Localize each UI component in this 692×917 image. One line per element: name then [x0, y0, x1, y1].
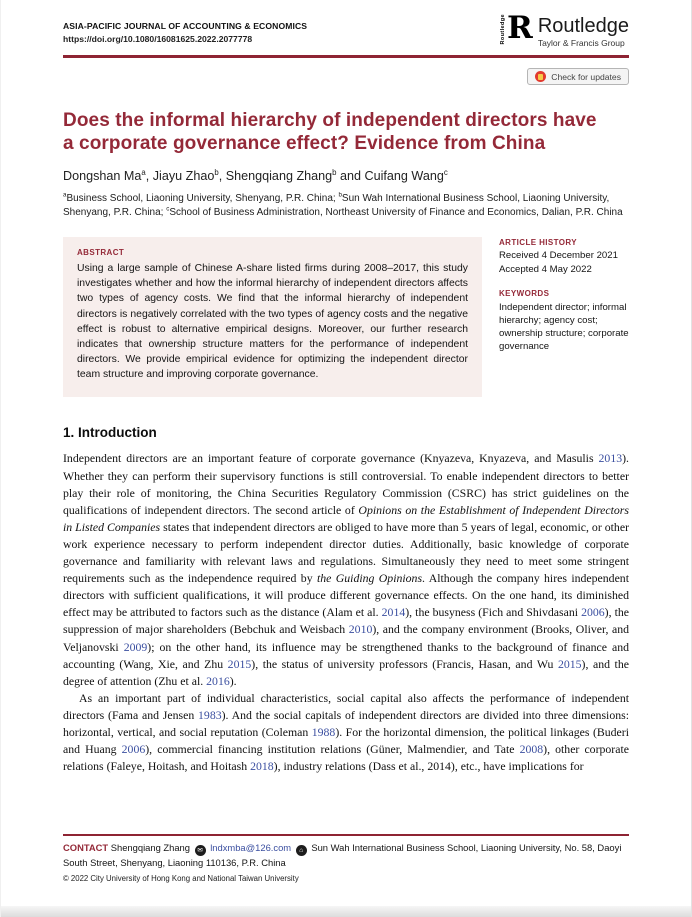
keywords-text: Independent director; informal hierarchy; agency cost; ownership structure; corporate governance	[499, 301, 629, 353]
journal-info	[63, 14, 307, 46]
journal-name: ASIA-PACIFIC JOURNAL OF ACCOUNTING & ECONOMICS	[63, 21, 308, 31]
citation-year-link[interactable]: 2006	[121, 742, 146, 757]
header-rule	[63, 55, 629, 58]
publisher-tagline: Taylor & Francis Group	[537, 38, 625, 48]
keywords-block	[499, 288, 629, 353]
section-heading-introduction: 1. Introduction	[63, 425, 157, 441]
publisher-wordmark	[538, 14, 629, 48]
citation-year-link[interactable]: 2009	[123, 639, 148, 654]
abstract-text: Using a large sample of Chinese A-share listed firms during 2008–2017, this study investigates whether and how the informal hierarchy of independent directors affects two types of agency costs. We find that the informal hierarchy of independent directors is negatively correlated with the two types of agency costs and the negative effect is robust to alternative empirical designs. Moreover, our further research indicates that ownership structure matters for the performance of independent directors. We provide empirical evidence for optimizing the independent director team structure and improving corporate governance.	[77, 262, 468, 381]
page-bottom-edge	[1, 906, 691, 917]
citation-year-link[interactable]: 2016	[206, 673, 230, 688]
received-date: Received 4 December 2021	[499, 250, 618, 261]
introduction-body	[63, 450, 629, 775]
abstract-heading: ABSTRACT	[77, 247, 125, 257]
routledge-r-glyph: R	[507, 10, 533, 46]
article-title-line2: a corporate governance effect? Evidence from China	[63, 132, 546, 154]
intro-paragraph-2: As an important part of individual characteristics, social capital also affects the performance of independent directors (Fama and Jensen 1983). And the social capitals of independent directors are divided into three dimensions: horizontal, vertical, and social reputation (Coleman 1988). For the horizontal dimension, the political linkages (Buderi and Huang 2006), commercial financing institution relations (Güner, Malmendier, and Tate 2008), other corporate relations (Faleye, Hoitash, and Hoitash 2018), industry relations (Dass et al., 2014), etc., have implications for	[63, 690, 629, 774]
article-title	[63, 110, 629, 156]
citation-year-link[interactable]: 2015	[557, 656, 582, 671]
badge-row	[63, 68, 629, 87]
crossmark-icon	[535, 71, 546, 82]
footer-rule	[63, 834, 629, 836]
article-history-heading: ARTICLE HISTORY	[499, 237, 578, 247]
citation-year-link[interactable]: 2008	[519, 742, 544, 757]
address-icon: ⌂	[296, 845, 307, 856]
citation-year-link[interactable]: 2015	[227, 656, 252, 671]
author-list: Dongshan Ma$^a$, Jiayu Zhao$^b$, Shengqiang Zhang$^b$ and Cuifang Wang$^c$	[63, 167, 448, 183]
doi-link[interactable]: https://doi.org/10.1080/16081625.2022.2077778	[63, 33, 253, 44]
citation-year-link[interactable]: 1988	[311, 724, 336, 739]
contact-block	[63, 841, 629, 870]
publisher-name: Routledge	[537, 15, 629, 37]
check-for-updates-label: Check for updates	[551, 71, 621, 82]
page-footer	[63, 834, 629, 883]
email-icon: ✉	[195, 845, 206, 856]
publisher-logo	[499, 10, 629, 48]
citation-year-link[interactable]: 2006	[581, 605, 605, 620]
keywords-heading: KEYWORDS	[499, 289, 550, 299]
abstract-box	[63, 237, 482, 398]
copyright-line: © 2022 City University of Hong Kong and National Taiwan University	[63, 874, 299, 884]
routledge-vertical-text: Routledge	[499, 14, 506, 45]
contact-email-link[interactable]: lndxmba@126.com	[210, 842, 292, 853]
citation-year-link[interactable]: 1983	[198, 707, 222, 722]
affiliations: $^a$Business School, Liaoning University, Shenyang, P.R. China; $^b$Sun Wah International Business School, Liaoning University, Shenyang, P.R. China; $^c$School of Business Administration, Northeast University of Finance and Economics, Dalian, P.R. China	[63, 191, 623, 218]
citation-year-link[interactable]: 2018	[250, 759, 274, 774]
article-meta-sidebar	[499, 237, 629, 353]
citation-year-link[interactable]: 2013	[598, 451, 623, 466]
contact-address: Sun Wah International Business School, Liaoning University, No. 58, Daoyi South Street, Shenyang, Liaoning 110136, P.R. China	[63, 842, 622, 869]
citation-year-link[interactable]: 2014	[381, 605, 406, 620]
article-title-line1: Does the informal hierarchy of independent directors have	[63, 110, 597, 131]
abstract-section	[63, 237, 629, 398]
check-for-updates-button[interactable]	[527, 68, 629, 85]
intro-paragraph-1: Independent directors are an important feature of corporate governance (Knyazeva, Knyazeva, and Masulis 2013). Whether they can perform their supervisory functions is still controversial. To enable independent directors to better play their role of monitoring, the China Securities Regulatory Commission (CSRC) has strict guidelines on the qualifications of independent directors. The second article of Opinions on the Establishment of Independent Directors in Listed Companies states that independent directors are obliged to have more than 5 years of legal, economic, or other work experience necessary to perform independent director duties. Additionally, basic knowledge of corporate governance and familiarity with relevant laws and regulations. Simultaneously they need to meet some stringent requirements such as the independence required by the Guiding Opinions. Although the company hires independent directors with sufficient qualifications, it will produce different governance effects. On the one hand, its diminished effect may be attributed to factors such as the distance (Alam et al. 2014), the busyness (Fich and Shivdasani 2006), the suppression of major shareholders (Bebchuk and Weisbach 2010), and the company environment (Brooks, Oliver, and Veljanovski 2009); on the other hand, its influence may be strengthened thanks to the background of finance and accounting (Wang, Xie, and Zhu 2015), the status of university professors (Francis, Hasan, and Wu 2015), and the degree of attention (Zhu et al. 2016).	[63, 451, 629, 688]
citation-year-link[interactable]: 2010	[348, 622, 373, 637]
accepted-date: Accepted 4 May 2022	[499, 264, 592, 276]
routledge-logo-icon	[499, 10, 533, 46]
page-header	[63, 10, 629, 48]
contact-label: CONTACT	[63, 842, 109, 853]
contact-name: Shengqiang Zhang	[110, 842, 190, 853]
